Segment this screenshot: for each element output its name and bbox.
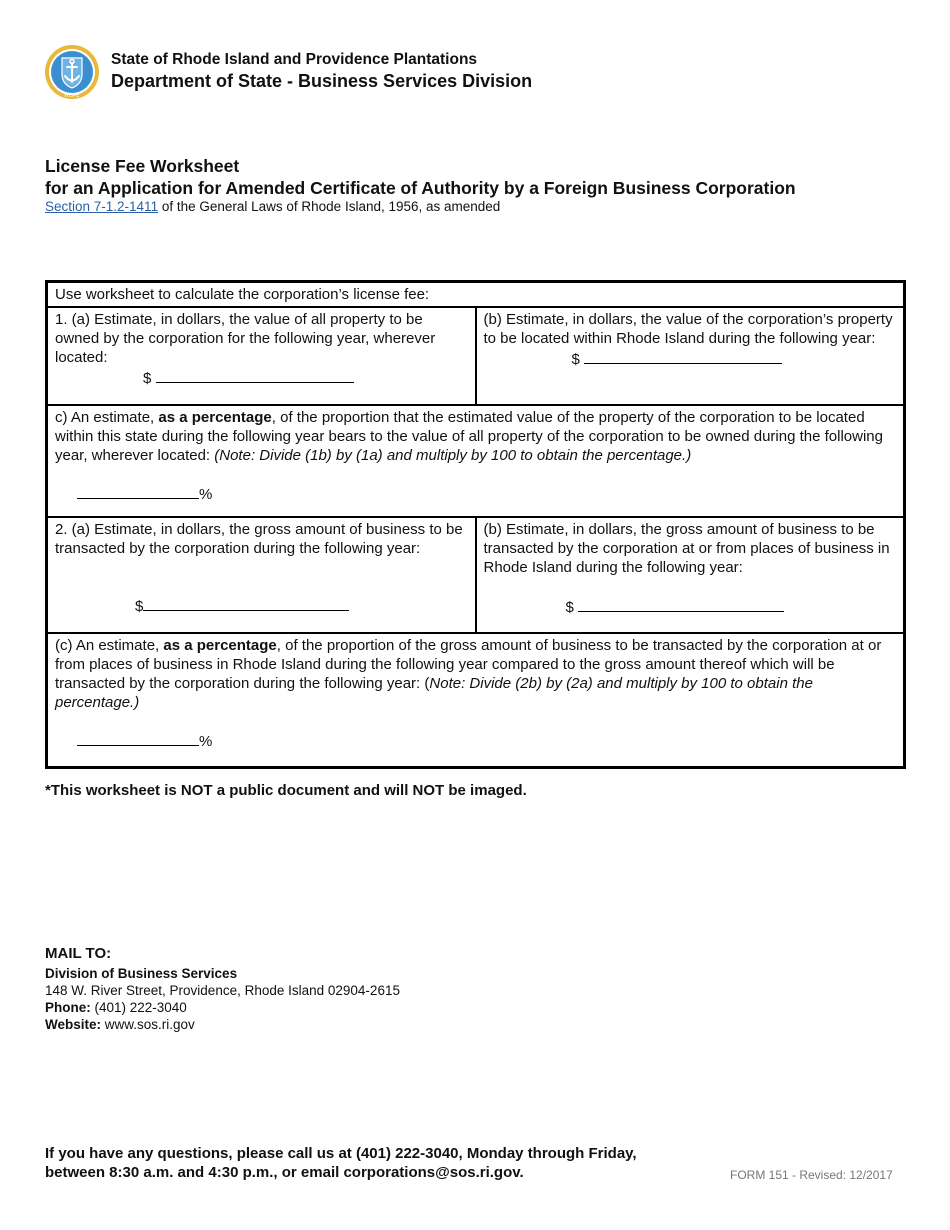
question-2c-emphasis: as a percentage — [163, 637, 277, 654]
question-1c-emphasis: as a percentage — [158, 409, 272, 426]
question-2c-text — [55, 636, 896, 712]
question-1c-body: , of the proportion that the estimated value of the property of the corporation to be located within this state during the following year bears to the value of all property of the corporation to be owned during the following year, wherever located: — [55, 409, 883, 464]
question-2c-lead: (c) An estimate, — [55, 637, 164, 654]
statute-link[interactable]: Section 7-1.2-1411 — [45, 199, 159, 214]
business-total-field[interactable] — [143, 596, 349, 611]
question-2a-text: 2. (a) Estimate, in dollars, the gross amount of business to be transacted by the corporation during the following year: — [55, 521, 463, 557]
division-name: Department of State - Business Services Division — [111, 71, 533, 91]
dollar-sign: $ — [135, 598, 144, 615]
contact-line-1: If you have any questions, please call us at (401) 222-3040, Monday through Friday, — [45, 1145, 637, 1162]
question-1a-answer — [55, 368, 468, 388]
agency-name: State of Rhode Island and Providence Plantations — [111, 51, 478, 68]
question-1c-cell — [47, 405, 905, 517]
dollar-sign: $ — [571, 351, 580, 368]
worksheet-intro: Use worksheet to calculate the corporation’s license fee: — [47, 282, 905, 308]
question-2b-text: (b) Estimate, in dollars, the gross amount of business to be transacted by the corporation at or from places of business in Rhode Island during the following year: — [483, 521, 890, 576]
seal-motto: HOPE — [64, 93, 80, 99]
mail-organization: Division of Business Services — [45, 966, 238, 981]
question-2b-cell — [476, 517, 905, 633]
mailing-address-block — [45, 943, 400, 1033]
percent-sign: % — [199, 486, 213, 503]
question-2c-note: Note: Divide (2b) by (2a) and multiply by 100 to obtain the percentage.) — [55, 675, 813, 711]
ri-state-seal-icon — [44, 44, 100, 100]
question-1a-cell — [47, 307, 476, 405]
form-number: FORM 151 - Revised: 12/2017 — [730, 1168, 893, 1182]
mail-phone — [45, 999, 400, 1016]
property-total-field[interactable] — [156, 368, 354, 383]
question-1c-answer — [55, 484, 896, 504]
mail-website — [45, 1016, 400, 1033]
question-1c-lead: c) An estimate, — [55, 409, 159, 426]
question-2c-cell — [47, 633, 905, 768]
property-ri-field[interactable] — [584, 349, 782, 364]
statute-citation — [45, 199, 925, 214]
page-subtitle: for an Application for Amended Certificate of Authority by a Foreign Business Corporation — [45, 178, 796, 198]
percent-sign: % — [199, 733, 213, 750]
phone-value: (401) 222-3040 — [90, 1000, 187, 1015]
page-title: License Fee Worksheet — [45, 156, 240, 176]
question-1c-text — [55, 408, 896, 465]
business-ri-field[interactable] — [578, 597, 784, 612]
website-label: Website: — [45, 1017, 102, 1032]
mail-street-address: 148 W. River Street, Providence, Rhode Island 02904-2615 — [45, 983, 400, 998]
question-2a-cell — [47, 517, 476, 633]
question-2b-answer — [484, 597, 897, 617]
confidentiality-notice: *This worksheet is NOT a public document and will NOT be imaged. — [45, 782, 527, 799]
phone-label: Phone: — [45, 1000, 91, 1015]
question-2c-body: , of the proportion of the gross amount of business to be transacted by the corporation at or from places of business in Rhode Island during the following year compared to the gross amount thereof which will be transacted by the corporation during the following year: ( — [55, 637, 882, 692]
question-2a-answer — [55, 596, 468, 616]
question-1a-text: 1. (a) Estimate, in dollars, the value of all property to be owned by the corporation for the following year, wherever located: — [55, 311, 436, 366]
question-1b-text: (b) Estimate, in dollars, the value of the corporation’s property to be located within Rhode Island during the following year: — [483, 311, 893, 347]
question-1b-answer — [484, 349, 897, 369]
property-percentage-field[interactable] — [77, 484, 199, 499]
dollar-sign: $ — [565, 599, 574, 616]
title-block — [45, 155, 925, 214]
contact-footer — [45, 1144, 637, 1182]
business-percentage-field[interactable] — [77, 731, 199, 746]
contact-line-2: between 8:30 a.m. and 4:30 p.m., or email corporations@sos.ri.gov. — [45, 1164, 524, 1181]
mail-to-heading: MAIL TO: — [45, 945, 112, 962]
fee-worksheet-table — [45, 280, 906, 769]
question-2c-answer — [55, 731, 896, 751]
question-1c-note: (Note: Divide (1b) by (1a) and multiply by 100 to obtain the percentage.) — [214, 447, 692, 464]
website-value: www.sos.ri.gov — [101, 1017, 195, 1032]
question-1b-cell — [476, 307, 905, 405]
dollar-sign: $ — [143, 370, 152, 387]
citation-text: of the General Laws of Rhode Island, 1956, as amended — [158, 199, 501, 214]
